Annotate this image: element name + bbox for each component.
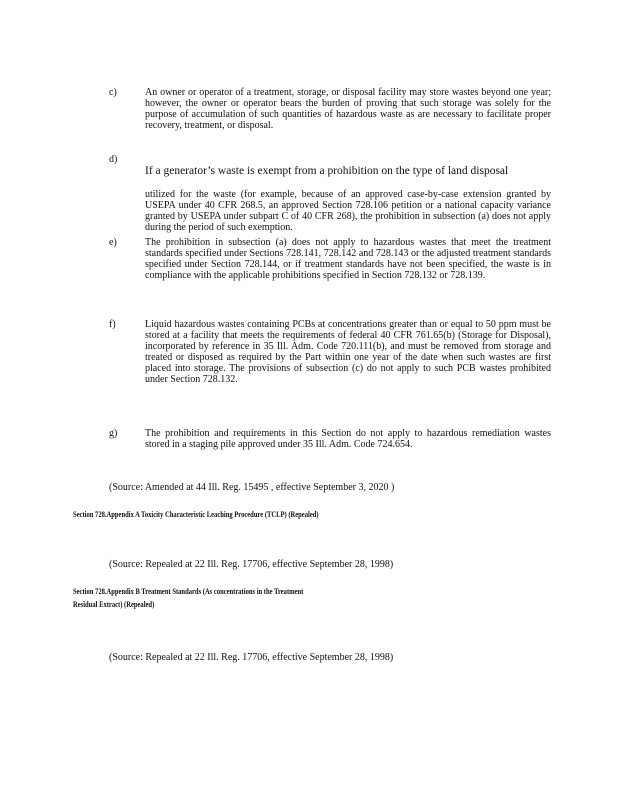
subsection-text: Liquid hazardous wastes containing PCBs at concentrations greater than or equal to 50 ppm must be stored at a facility that meets the requirements of federal 40 CFR 761.65(b) (Storage for Disposal), incorporated by reference in 35 Ill. Adm. Code 720.111(b), and must be removed from storage and treated or disposed as required by the Part within one year of the date when such wastes are first placed into storage. The provisions of subsection (c) do not apply to such PCB wastes prohibited under Section 728.132. <box>145 319 551 385</box>
subsection-text: The prohibition in subsection (a) does not apply to hazardous wastes that meet the treatment standards specified under Sections 728.141, 728.142 and 728.143 or the adjusted treatment standards specified under Section 728.144, or if treatment standards have not been specified, the waste is in compliance with the applicable prohibitions specified in Section 728.132 or 728.139. <box>145 237 551 281</box>
subsection-f <box>109 319 551 414</box>
subsection-label: f) <box>109 319 116 330</box>
section-heading-appendix-b: Section 728.Appendix B Treatment Standards (As concentrations in the Treatment <box>73 587 304 596</box>
subsection-text-block <box>145 154 551 233</box>
section-heading-appendix-a: Section 728.Appendix A Toxicity Characteristic Leaching Procedure (TCLP) (Repealed) <box>73 510 319 519</box>
subsection-d <box>109 154 551 233</box>
section-heading-appendix-b-cont: Residual Extract) (Repealed) <box>73 600 155 609</box>
subsection-lead-text: If a generator’s waste is exempt from a prohibition on the type of land disposal <box>145 165 509 177</box>
subsection-label: e) <box>109 237 117 248</box>
subsection-e <box>109 237 551 307</box>
subsection-label: d) <box>109 154 118 165</box>
source-note: (Source: Amended at 44 Ill. Reg. 15495 , effective September 3, 2020 ) <box>109 482 395 493</box>
source-note: (Source: Repealed at 22 Ill. Reg. 17706, effective September 28, 1998) <box>109 559 394 570</box>
subsection-label: g) <box>109 428 118 439</box>
subsection-g <box>109 428 551 468</box>
subsection-text: An owner or operator of a treatment, storage, or disposal facility may store wastes beyond one year; however, the owner or operator bears the burden of proving that such storage was solely for the purpose of accumulation of such quantities of hazardous waste as are necessary to facilitate proper recovery, treatment, or disposal. <box>145 87 551 131</box>
subsection-label: c) <box>109 87 117 98</box>
source-note: (Source: Repealed at 22 Ill. Reg. 17706, effective September 28, 1998) <box>109 652 394 663</box>
subsection-text: The prohibition and requirements in this Section do not apply to hazardous remediation wastes stored in a staging pile approved under 35 Ill. Adm. Code 724.654. <box>145 428 551 450</box>
subsection-c <box>109 87 551 142</box>
subsection-text: utilized for the waste (for example, because of an approved case-by-case extension granted by USEPA under 40 CFR 268.5, an approved Section 728.106 petition or a national capacity variance granted by USEPA under subpart C of 40 CFR 268), the prohibition in subsection (a) does not apply during the period of such exemption. <box>145 189 551 233</box>
